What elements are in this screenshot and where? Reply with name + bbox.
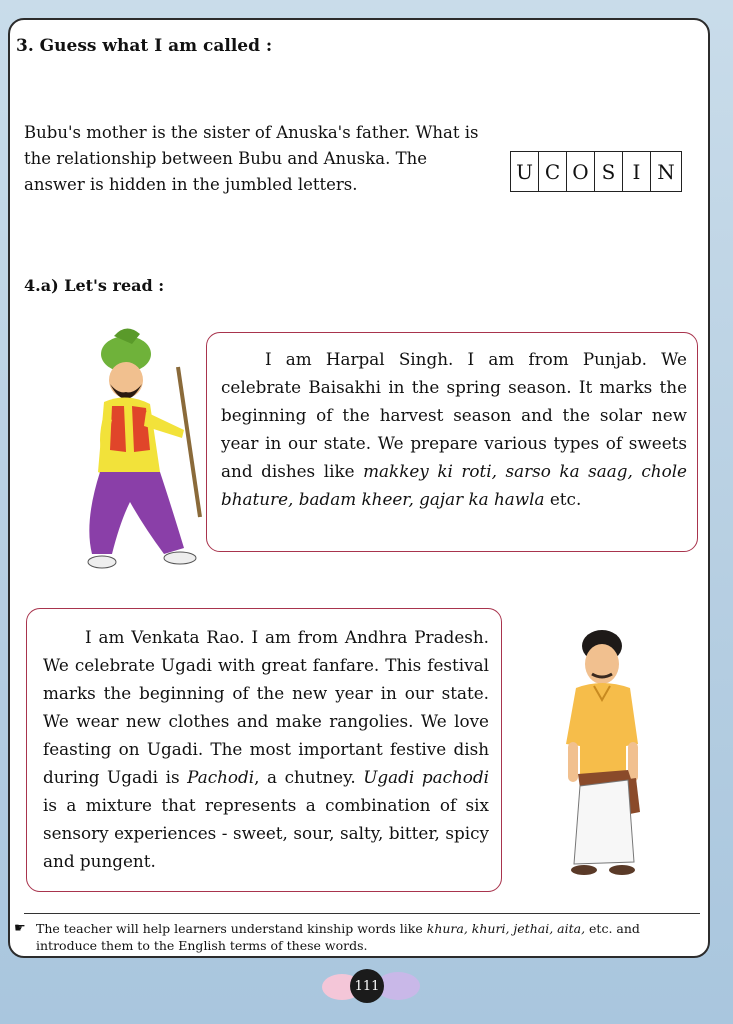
letter-box: C [539,152,567,191]
harpal-text-end: etc. [544,489,582,509]
pointing-hand-icon: ☛ [14,921,26,936]
letter-box: S [595,152,623,191]
teacher-footnote: ☛ The teacher will help learners understand kinship words like khura, khuri, jethai, aita, etc. and introduce them to the English terms of these words. [14,921,640,953]
venkata-text: I am Venkata Rao. I am from Andhra Pradesh. We celebrate Ugadi with great fanfare. This festival marks the beginning of the new year in our state. We wear new clothes and make rangolies. We love feasting on Ugadi. The most important festive dish during Ugadi is [43,627,489,787]
jumbled-letters [510,151,682,192]
letter-box: I [623,152,651,191]
venkata-text-end: is a mixture that represents a combination of six sensory experiences - sweet, sour, salty, bitter, spicy and pungent. [43,795,489,871]
venkata-dish: Pachodi [187,767,255,787]
page-number-badge [322,966,422,1004]
harpal-dishes: makkey ki roti, sarso ka saag, chole bhature, badam kheer, gajar ka hawla [221,461,687,509]
harpal-text: I am Harpal Singh. I am from Punjab. We celebrate Baisakhi in the spring season. It marks the beginning of the harvest season and the solar new year in our state. We prepare various types of sweets and dishes like [221,349,687,481]
page-card [8,18,710,958]
footnote-divider [24,913,700,914]
q4-heading: 4.a) Let's read : [24,276,165,295]
harpal-singh-illustration [74,322,206,572]
letter-box: O [567,152,595,191]
venkata-dish-name: Ugadi pachodi [363,767,489,787]
venkata-speech-box [26,608,502,892]
q3-heading: 3. Guess what I am called : [16,36,273,56]
letter-box: U [511,152,539,191]
venkata-text-mid: , a chutney. [254,767,364,787]
letter-box: N [657,159,675,184]
q3-question-text: Bubu's mother is the sister of Anuska's father. What is the relationship between Bubu and Anuska. The answer is hidden in the jumbled letters. [24,123,479,194]
venkata-rao-illustration [544,624,660,878]
kinship-words: khura, khuri, jethai, aita, [426,921,586,936]
page-number: 111 [350,969,384,1003]
harpal-speech-box [206,332,698,552]
